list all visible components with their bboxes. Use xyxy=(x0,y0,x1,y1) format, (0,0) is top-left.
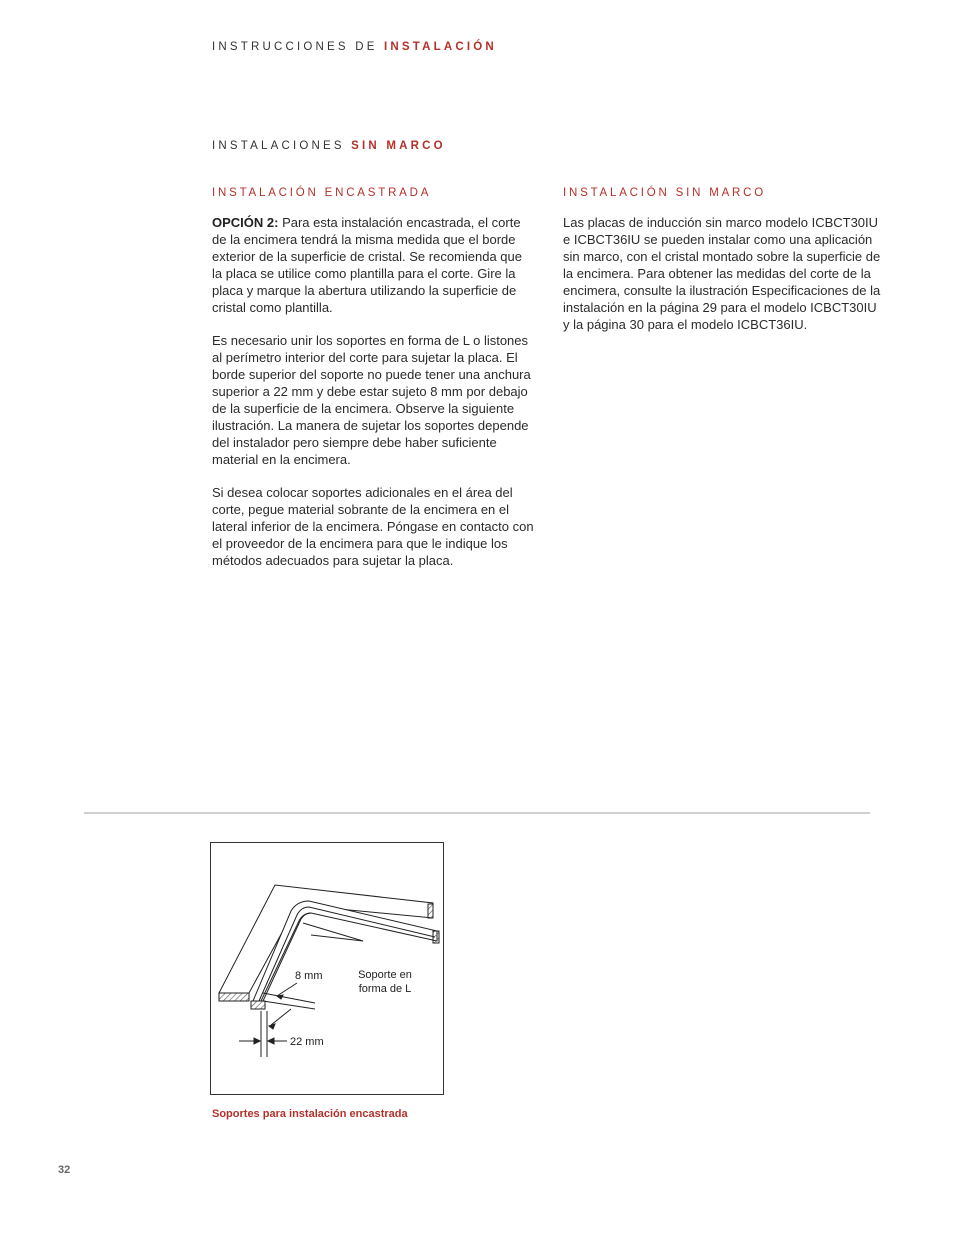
right-column-heading: INSTALACIÓN SIN MARCO xyxy=(563,187,766,199)
option-label: OPCIÓN 2: xyxy=(212,215,279,230)
figure-frame xyxy=(210,842,444,1095)
left-paragraph-3: Si desea colocar soportes adicionales en el área del corte, pegue material sobrante de la encimera en el lateral inferior de la encimera. Póngase en contacto con el proveedor de la encimera para que le indique los métodos adecuados para sujetar la placa. xyxy=(212,485,534,568)
running-header-emphasis: INSTALACIÓN xyxy=(383,41,497,53)
section-title xyxy=(212,140,446,152)
section-title-emphasis: SIN MARCO xyxy=(351,140,446,152)
left-column xyxy=(212,214,534,585)
running-header-prefix: INSTRUCCIONES DE xyxy=(212,41,384,53)
right-column xyxy=(563,214,885,349)
left-paragraph-1-text: Para esta instalación encastrada, el corte de la encimera tendrá la misma medida que el borde exterior de la superficie de cristal. Se recomienda que la placa se utilice como plantilla para el corte. Gire la placa y marque la abertura utilizando la superficie de cristal como plantilla. xyxy=(212,215,522,315)
running-header xyxy=(212,41,497,53)
left-column-heading: INSTALACIÓN ENCASTRADA xyxy=(212,187,432,199)
page-number: 32 xyxy=(58,1164,71,1176)
section-title-prefix: INSTALACIONES xyxy=(212,140,352,152)
left-paragraph-1 xyxy=(212,214,534,316)
left-paragraph-2: Es necesario unir los soportes en forma de L o listones al perímetro interior del corte para sujetar la placa. El borde superior del soporte no puede tener una anchura superior a 22 mm y debe estar sujeto 8 mm por debajo de la superficie de la encimera. Observe la siguiente ilustración. La manera de sujetar los soportes depende del instalador pero siempre debe haber suficiente material en la encimera. xyxy=(212,333,531,467)
support-label-line-2: forma de L xyxy=(358,983,412,995)
right-paragraph-1: Las placas de inducción sin marco modelo ICBCT30IU e ICBCT36IU se pueden instalar como una aplicación sin marco, con el cristal montado sobre la superficie de la encimera. Para obtener las medidas del corte de la encimera, consulte la ilustración Especificaciones de la instalación en la página 29 para el modelo ICBCT30IU y la página 30 para el modelo ICBCT36IU. xyxy=(563,215,881,332)
support-label xyxy=(347,968,423,996)
support-label-line-1: Soporte en xyxy=(358,969,412,981)
figure-caption: Soportes para instalación encastrada xyxy=(212,1108,408,1120)
dimension-label-8mm: 8 mm xyxy=(295,970,323,982)
dimension-label-22mm: 22 mm xyxy=(290,1036,324,1048)
horizontal-divider xyxy=(84,812,870,814)
